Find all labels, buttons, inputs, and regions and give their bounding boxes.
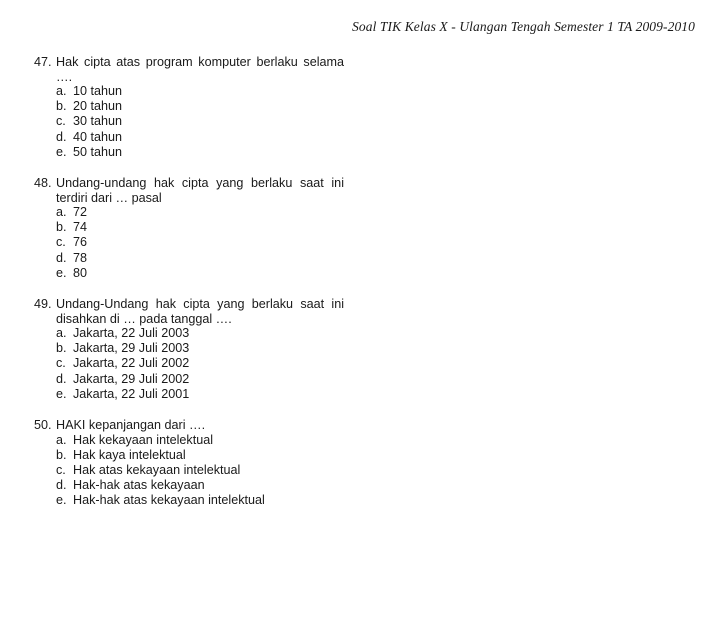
- option-text: 10 tahun: [73, 84, 123, 98]
- option-letter: c.: [56, 356, 66, 371]
- question-text: Undang-Undang hak cipta yang berlaku saat ini disahkan di … pada tanggal ….: [56, 297, 344, 326]
- answer-option: [56, 205, 344, 220]
- option-text: 80: [73, 265, 88, 280]
- option-letter: e.: [56, 386, 67, 401]
- question-stem: [34, 297, 344, 326]
- answer-option: [56, 326, 344, 341]
- answer-option: [56, 387, 344, 402]
- answer-option: [56, 341, 344, 356]
- option-letter: b.: [56, 99, 67, 114]
- option-text: Jakarta, 22 Juli 2001: [73, 386, 190, 401]
- page-header-title: Soal TIK Kelas X - Ulangan Tengah Semester 1 TA 2009-2010: [352, 19, 695, 34]
- option-letter: b.: [56, 447, 67, 462]
- question-list: [34, 55, 344, 525]
- option-letter: e.: [56, 265, 67, 280]
- question-number: 49.: [34, 297, 52, 312]
- answer-option: [56, 84, 344, 99]
- answer-option: [56, 99, 344, 114]
- answer-option: [56, 493, 344, 508]
- answer-option: [56, 356, 344, 371]
- option-letter: d.: [56, 371, 67, 386]
- option-text: 40 tahun: [73, 129, 123, 144]
- option-letter: a.: [56, 205, 67, 220]
- option-text: 74: [73, 220, 88, 235]
- answer-option: [56, 220, 344, 235]
- question-text: HAKI kepanjangan dari ….: [56, 418, 206, 433]
- option-letter: a.: [56, 326, 67, 341]
- answer-options: [34, 84, 344, 160]
- answer-options: [34, 326, 344, 402]
- option-text: Jakarta, 22 Juli 2002: [73, 356, 190, 371]
- option-letter: a.: [56, 432, 67, 447]
- option-text: 50 tahun: [73, 144, 123, 159]
- option-letter: e.: [56, 144, 67, 159]
- answer-option: [56, 448, 344, 463]
- question-text: Hak cipta atas program komputer berlaku selama ….: [56, 55, 344, 84]
- question-2: [34, 176, 344, 281]
- option-letter: c.: [56, 114, 66, 129]
- question-text: Undang-undang hak cipta yang berlaku saat ini terdiri dari … pasal: [56, 176, 344, 205]
- option-letter: d.: [56, 478, 67, 493]
- question-stem: [34, 55, 344, 84]
- option-letter: e.: [56, 493, 67, 508]
- question-3: [34, 297, 344, 402]
- answer-options: [34, 433, 344, 509]
- option-text: 72: [73, 205, 88, 220]
- question-1: [34, 55, 344, 160]
- answer-option: [56, 266, 344, 281]
- option-text: Jakarta, 29 Juli 2003: [73, 341, 190, 356]
- option-letter: b.: [56, 220, 67, 235]
- answer-option: [56, 130, 344, 145]
- answer-option: [56, 235, 344, 250]
- option-text: 30 tahun: [73, 114, 123, 129]
- option-letter: c.: [56, 462, 66, 477]
- option-text: Jakarta, 22 Juli 2003: [73, 326, 190, 341]
- option-text: 78: [73, 250, 88, 265]
- answer-option: [56, 114, 344, 129]
- question-stem: [34, 176, 344, 205]
- option-text: Hak-hak atas kekayaan: [73, 478, 205, 493]
- option-letter: c.: [56, 235, 66, 250]
- answer-option: [56, 372, 344, 387]
- option-text: Hak atas kekayaan intelektual: [73, 462, 241, 477]
- option-letter: a.: [56, 84, 67, 98]
- question-number: 47.: [34, 55, 52, 69]
- option-text: Hak-hak atas kekayaan intelektual: [73, 493, 265, 508]
- answer-option: [56, 145, 344, 160]
- answer-option: [56, 478, 344, 493]
- answer-option: [56, 433, 344, 448]
- option-text: 20 tahun: [73, 99, 123, 114]
- option-letter: d.: [56, 250, 67, 265]
- answer-options: [34, 205, 344, 281]
- option-letter: b.: [56, 341, 67, 356]
- option-text: 76: [73, 235, 88, 250]
- option-text: Jakarta, 29 Juli 2002: [73, 371, 190, 386]
- question-4: [34, 418, 344, 509]
- option-letter: d.: [56, 129, 67, 144]
- option-text: Hak kaya intelektual: [73, 447, 186, 462]
- option-text: Hak kekayaan intelektual: [73, 432, 214, 447]
- answer-option: [56, 251, 344, 266]
- question-number: 48.: [34, 176, 52, 191]
- question-stem: [34, 418, 344, 433]
- question-number: 50.: [34, 418, 52, 433]
- answer-option: [56, 463, 344, 478]
